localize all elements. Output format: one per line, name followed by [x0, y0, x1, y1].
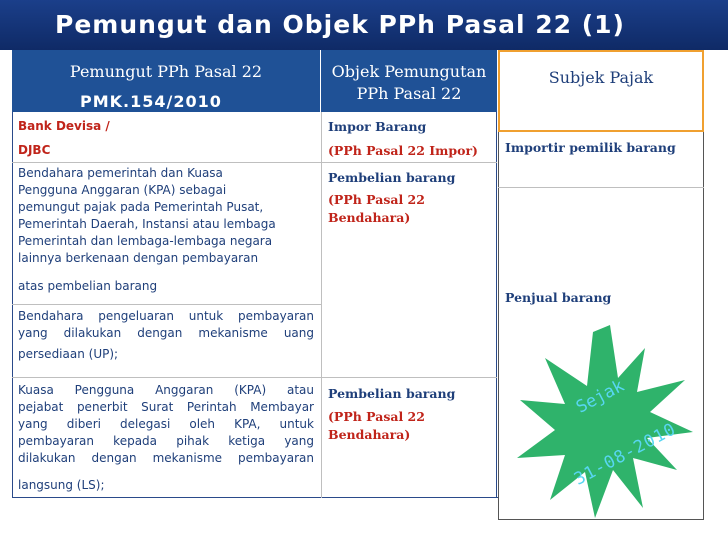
row2-line: pemungut pajak pada Pemerintah Pusat, — [18, 200, 264, 214]
row4-pemungut — [18, 382, 314, 494]
row4-line: Kuasa Pengguna Anggaran (KPA) atau — [18, 383, 314, 397]
header-objek-line1: Objek Pemungutan — [331, 62, 487, 81]
header-objek-line2: PPh Pasal 22 — [356, 84, 462, 103]
header-subjek — [498, 50, 704, 132]
row4-line: yang diberi delegasi oleh KPA, untuk — [18, 417, 314, 431]
row2-objek-line3: Bendahara) — [328, 210, 411, 225]
row2-line: Pengguna Anggaran (KPA) sebagai — [18, 183, 227, 197]
row1-subjek: Importir pemilik barang — [505, 140, 676, 155]
header-subjek-title: Subjek Pajak — [548, 68, 654, 87]
row2-line: Pemerintah Daerah, Instansi atau lembaga — [18, 217, 276, 231]
row2-pemungut — [18, 165, 316, 295]
table-right-border — [496, 112, 497, 498]
badge-text — [515, 320, 695, 520]
row4-objek-line2: (PPh Pasal 22 — [328, 409, 425, 424]
badge-line2: 31-08-2010 — [571, 419, 680, 490]
row4-objek-line3: Bendahara) — [328, 427, 411, 442]
row4-line: dilakukan dengan mekanisme pembayaran — [18, 451, 314, 465]
header-pemungut-title: Pemungut PPh Pasal 22 — [69, 62, 263, 81]
row2-line: atas pembelian barang — [18, 279, 158, 293]
row3-pemungut — [18, 308, 314, 363]
row2-objek-line1: Pembelian barang — [328, 170, 456, 185]
row1-pemungut-line1 — [18, 118, 110, 135]
row1-objek-line2: (PPh Pasal 22 Impor) — [328, 143, 478, 158]
row2-line: Pemerintah dan lembaga-lembaga negara — [18, 234, 273, 248]
row-divider-3 — [12, 377, 497, 378]
row2-line: lainnya berkenaan dengan pembayaran — [18, 251, 259, 265]
row1-bank-devisa: Bank Devisa / — [18, 119, 110, 133]
header-pemungut-sub: PMK.154/2010 — [80, 92, 222, 111]
row-divider-2 — [12, 304, 321, 305]
row3-line: persediaan (UP); — [18, 347, 119, 361]
row4-objek-line1: Pembelian barang — [328, 386, 456, 401]
row1-objek-line1: Impor Barang — [328, 119, 427, 134]
row2-objek-line2: (PPh Pasal 22 — [328, 192, 425, 207]
badge-line1: Sejak — [573, 375, 628, 418]
row3-line: Bendahara pengeluaran untuk pembayaran — [18, 309, 314, 323]
row4-line: pembayaran kepada pihak ketiga yang — [18, 434, 314, 448]
row-divider-1 — [12, 162, 497, 163]
row3-line: yang dilakukan dengan mekanisme uang — [18, 326, 314, 340]
subjek-divider — [498, 187, 704, 188]
table-bottom-border — [12, 497, 498, 498]
row4-line: pejabat penerbit Surat Perintah Membayar — [18, 400, 314, 414]
row1-pemungut-line2: DJBC — [18, 143, 51, 157]
row4-line: langsung (LS); — [18, 478, 105, 492]
table-left-border — [12, 112, 13, 498]
sejak-badge — [515, 320, 695, 520]
row2-line: Bendahara pemerintah dan Kuasa — [18, 166, 223, 180]
row2-subjek: Penjual barang — [505, 290, 612, 305]
slide-title: Pemungut dan Objek PPh Pasal 22 (1) — [55, 10, 625, 39]
column-divider — [321, 112, 322, 498]
